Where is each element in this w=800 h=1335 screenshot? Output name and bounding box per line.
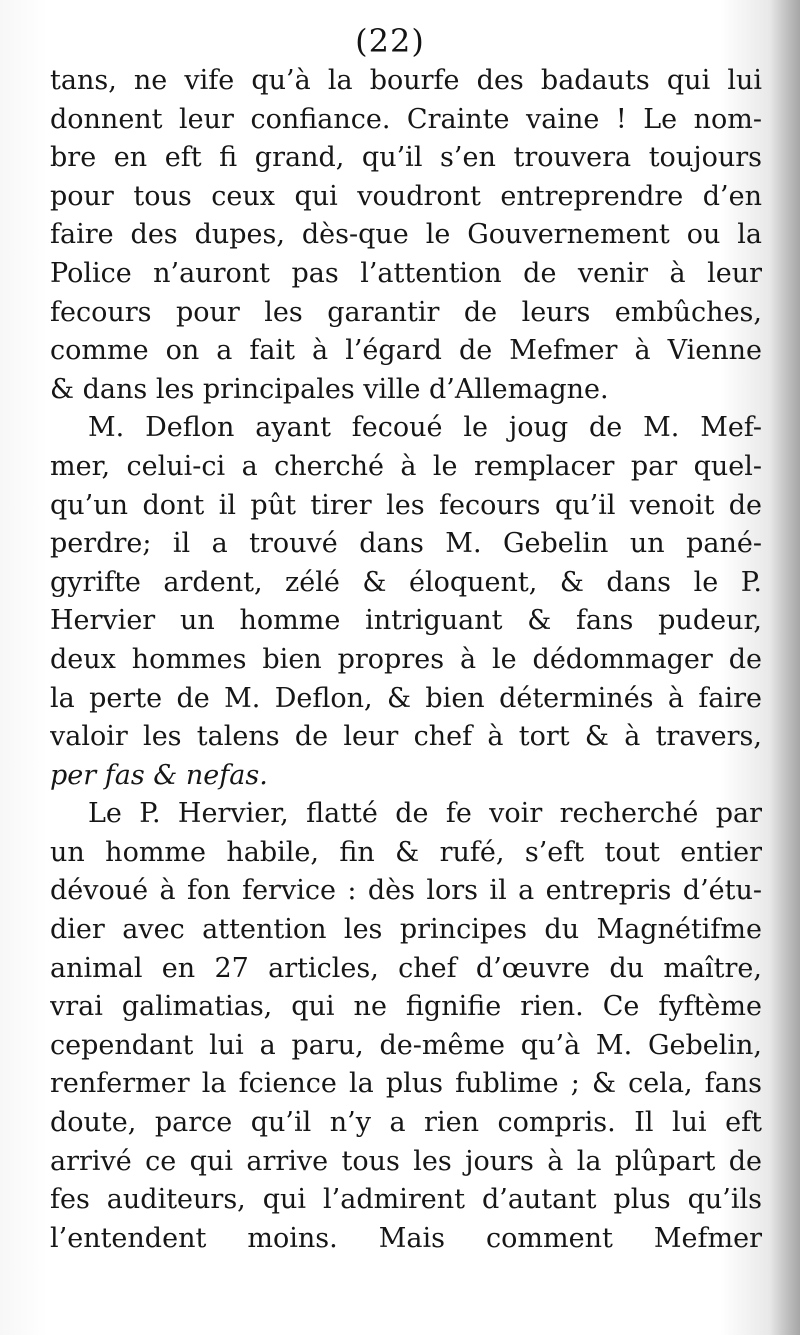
- text-line: vrai galimatias, qui ne fignifie rien. Ce fyftème: [50, 991, 762, 1023]
- text-line: animal en 27 articles, chef d’œuvre du maître,: [50, 952, 762, 984]
- text-line: pour tous ceux qui voudront entreprendre d’en: [50, 180, 762, 212]
- text-line: faire des dupes, dès-que le Gouvernement ou la: [50, 219, 762, 251]
- text-line: deux hommes bien propres à le dédommager de: [50, 643, 762, 675]
- text-line: dier avec attention les principes du Magnétifme: [50, 914, 762, 946]
- text-line: renfermer la fcience la plus fublime ; & cela, fans: [50, 1068, 762, 1100]
- page-edge-shadow: [770, 0, 800, 1335]
- text-line: M. Deflon ayant fecoué le joug de M. Mef-: [88, 412, 762, 444]
- text-line: donnent leur confiance. Crainte vaine ! Le nom-: [50, 103, 762, 135]
- text-line: perdre; il a trouvé dans M. Gebelin un pané-: [50, 528, 762, 560]
- page-number: (22): [355, 22, 425, 60]
- text-line: comme on a fait à l’égard de Mefmer à Vienne: [50, 335, 762, 367]
- text-line: cependant lui a paru, de-même qu’à M. Gebelin,: [50, 1029, 762, 1061]
- text-line: gyrifte ardent, zélé & éloquent, & dans le P.: [50, 566, 762, 598]
- text-line: per fas & nefas.: [50, 759, 268, 791]
- text-line: l’entendent moins. Mais comment Mefmer: [50, 1222, 762, 1254]
- text-line: mer, celui-ci a cherché à le remplacer par quel-: [50, 450, 762, 482]
- text-line: Hervier un homme intriguant & fans pudeur,: [50, 605, 762, 637]
- text-line: bre en eft fi grand, qu’il s’en trouvera toujours: [50, 142, 762, 174]
- text-line: fecours pour les garantir de leurs embûches,: [50, 296, 762, 328]
- text-line: Police n’auront pas l’attention de venir à leur: [50, 257, 762, 289]
- text-line: tans, ne vife qu’à la bourfe des badauts qui lui: [50, 65, 762, 96]
- text-line: doute, parce qu’il n’y a rien compris. Il lui eft: [50, 1107, 762, 1139]
- text-line: valoir les talens de leur chef à tort & à travers,: [50, 721, 762, 753]
- body-text: [50, 62, 762, 1258]
- text-line: & dans les principales ville d’Allemagne.: [50, 373, 609, 405]
- text-line: arrivé ce qui arrive tous les jours à la plûpart de: [50, 1145, 762, 1177]
- text-line: Le P. Hervier, flatté de fe voir recherché par: [88, 798, 762, 830]
- text-line: dévoué à fon fervice : dès lors il a entrepris d’étu-: [50, 875, 762, 907]
- text-line: la perte de M. Deflon, & bien déterminés à faire: [50, 682, 762, 714]
- text-line: un homme habile, fin & rufé, s’eft tout entier: [50, 836, 762, 868]
- text-line: qu’un dont il pût tirer les fecours qu’il venoit de: [50, 489, 762, 521]
- text-line: fes auditeurs, qui l’admirent d’autant plus qu’ils: [50, 1184, 762, 1216]
